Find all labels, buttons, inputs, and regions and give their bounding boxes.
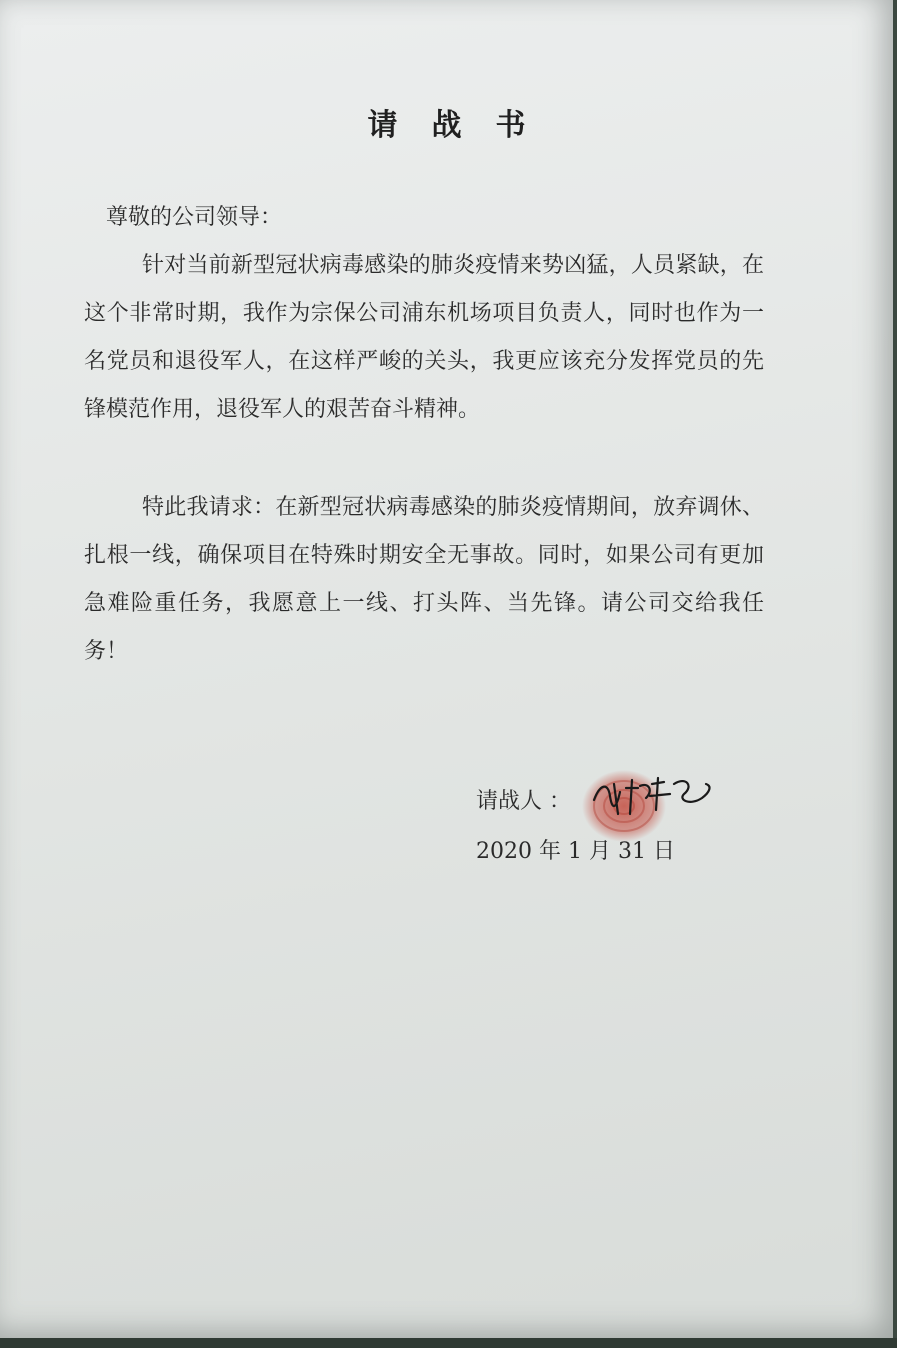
background-edge — [893, 0, 897, 1348]
salutation: 尊敬的公司领导： — [106, 205, 283, 230]
letter-date: 2020 年 1 月 31 日 — [476, 839, 675, 864]
paragraph-1: 针对当前新型冠状病毒感染的肺炎疫情来势凶猛，人员紧缺，在这个非常时期，我作为宗保公司浦东机场项目负责人，同时也作为一名党员和退役军人，在这样严峻的关头，我更应该充分发挥党员的先锋模范作用，退役军人的艰苦奋斗精神。 — [84, 253, 764, 422]
letter-title: 请战书 — [367, 108, 560, 143]
signature-label: 请战人 ： — [476, 789, 571, 814]
paragraph-2: 特此我请求：在新型冠状病毒感染的肺炎疫情期间，放弃调休、扎根一线，确保项目在特殊时期安全无事故。同时，如果公司有更加急难险重任务，我愿意上一线、打头阵、当先锋。请公司交给我任务！ — [84, 495, 764, 664]
handwritten-signature — [590, 770, 720, 820]
background-bottom — [0, 1338, 897, 1348]
